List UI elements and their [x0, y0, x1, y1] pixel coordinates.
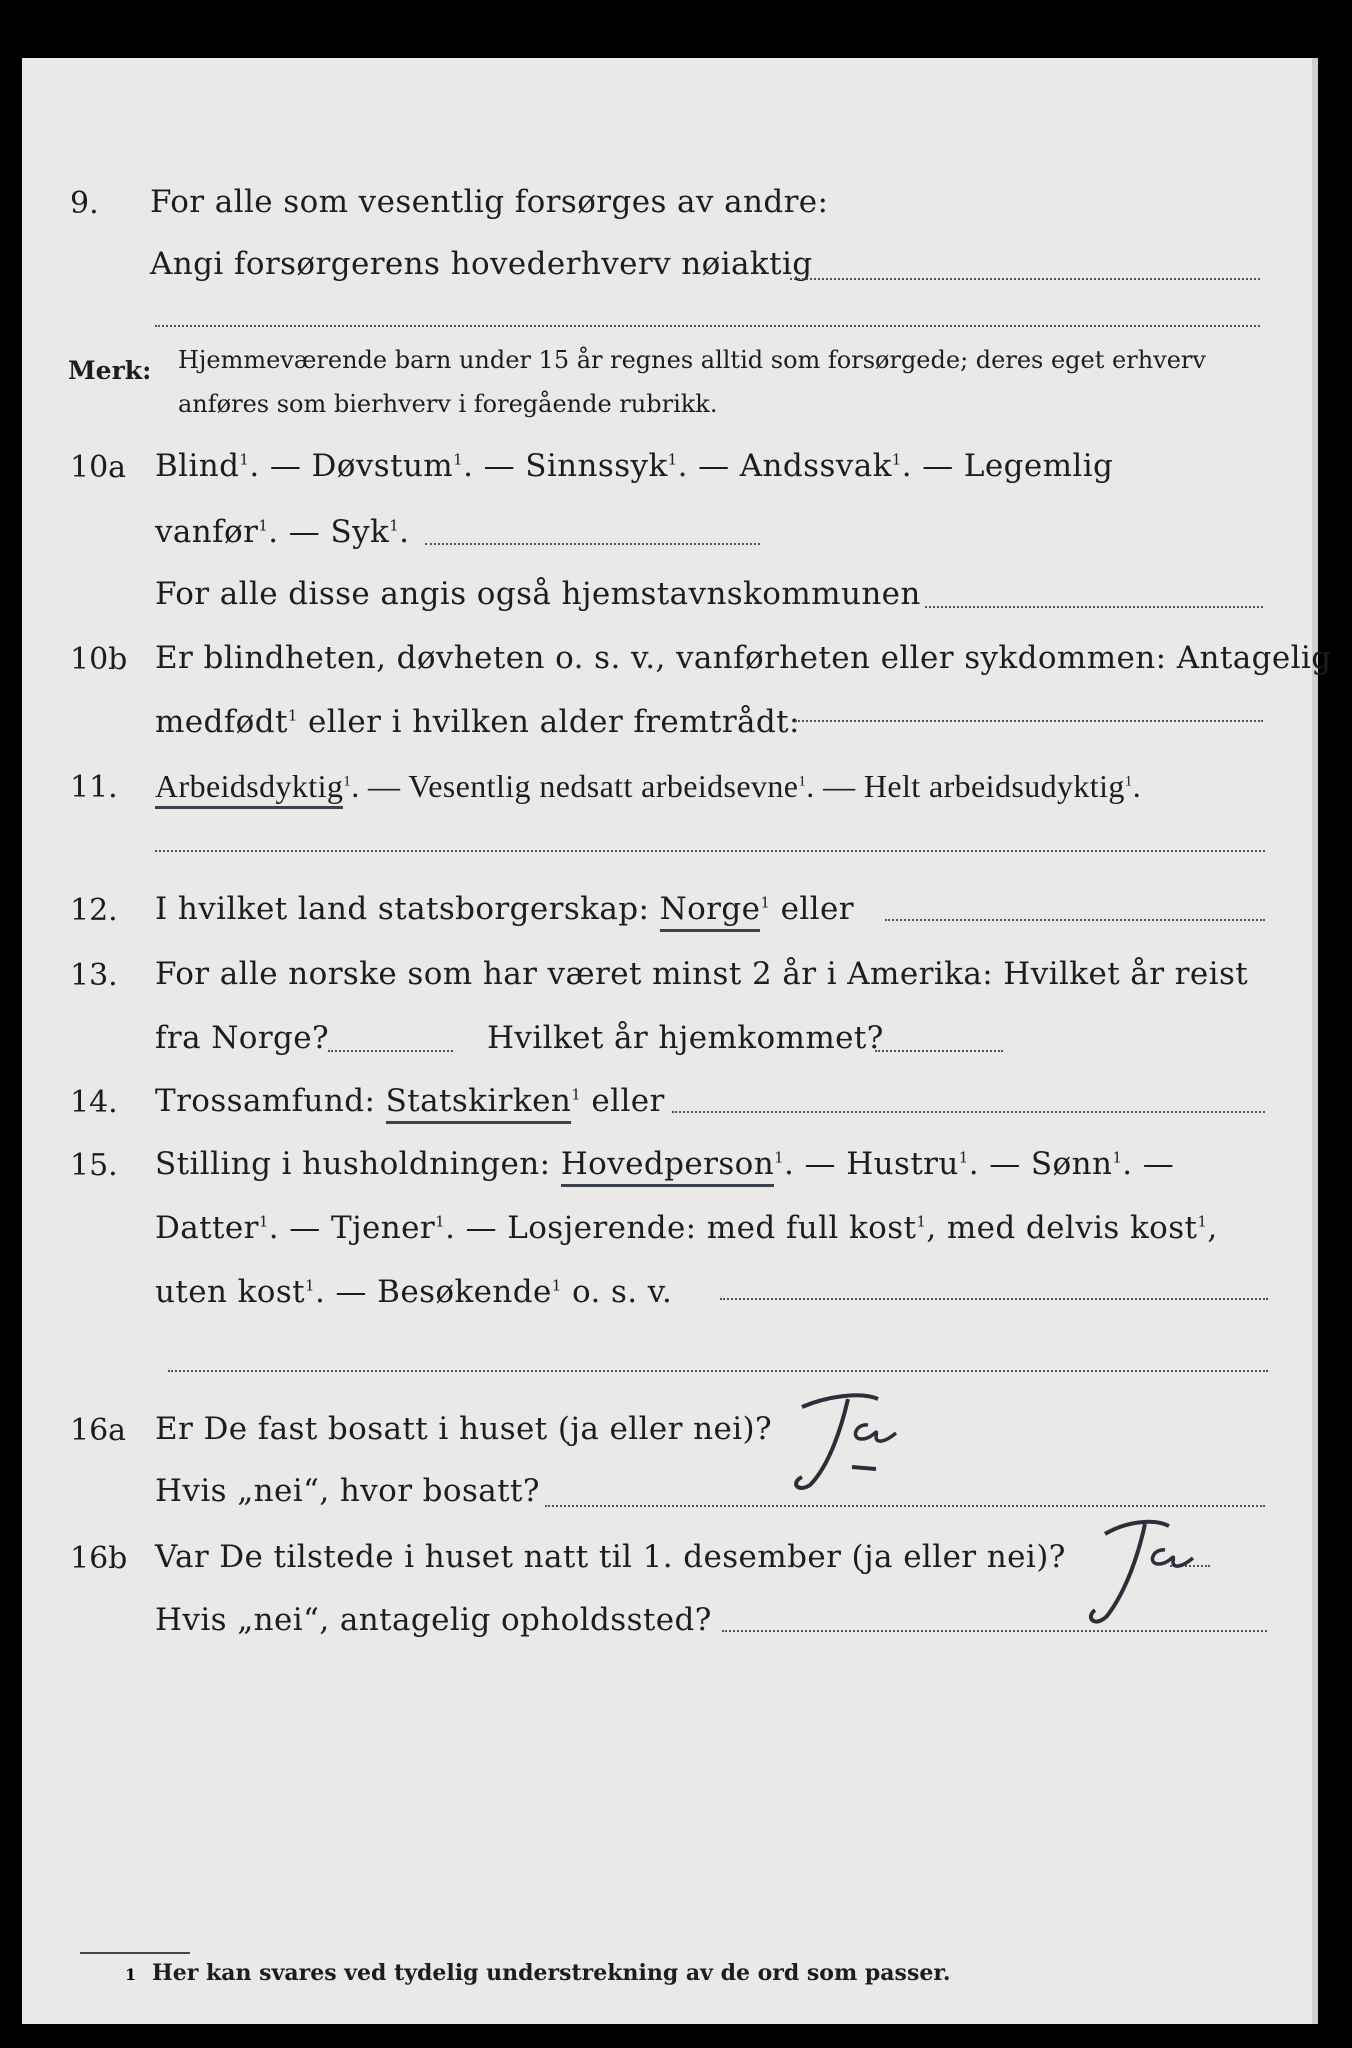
question-9	[0, 178, 1352, 238]
answer-line[interactable]	[875, 1050, 1003, 1052]
merk-label: Merk:	[68, 356, 152, 385]
question-10a	[0, 442, 1352, 502]
question-number: 16a	[70, 1413, 127, 1448]
question-10a-line-3	[0, 570, 1352, 630]
handwritten-answer-16b	[1065, 1512, 1215, 1632]
merk-text-1: Hjemmeværende barn under 15 år regnes alltid som forsørgede; deres eget erhverv	[178, 346, 1206, 374]
question-9-line-2	[0, 240, 1352, 300]
question-text: uten kost$^1$. — Besøkende$^1$ o. s. v.	[155, 1274, 673, 1310]
question-text: Hvilket år hjemkommet?	[487, 1020, 884, 1056]
question-number: 14.	[70, 1085, 118, 1120]
question-text: Er De fast bosatt i huset (ja eller nei)?	[155, 1411, 773, 1447]
question-10b-line-2	[0, 698, 1352, 758]
underlined-answer: Statskirken	[386, 1083, 572, 1124]
handwritten-answer-16a	[780, 1385, 920, 1495]
question-15-line-3	[0, 1268, 1352, 1328]
question-number: 15.	[70, 1148, 118, 1183]
question-text: Stilling i husholdningen: Hovedperson$^1$. — Hustru$^1$. — Sønn$^1$. —	[155, 1146, 1174, 1182]
underlined-answer: Hovedperson	[561, 1146, 774, 1187]
question-text: Trossamfund: Statskirken$^1$ eller	[155, 1083, 665, 1119]
answer-line[interactable]	[720, 1298, 1268, 1300]
answer-line[interactable]	[425, 543, 760, 545]
footnote-rule	[80, 1952, 190, 1954]
answer-line[interactable]	[925, 606, 1263, 608]
question-13-line-2	[0, 1014, 1352, 1074]
question-number: 9.	[70, 186, 99, 221]
answer-line[interactable]	[155, 325, 1260, 327]
question-text: I hvilket land statsborgerskap: Norge$^1$ eller	[155, 891, 854, 927]
question-11	[0, 762, 1352, 822]
answer-line[interactable]	[168, 1370, 1268, 1372]
question-text: Hvis „nei“, antagelig opholdssted?	[155, 1602, 712, 1638]
question-text: For alle disse angis også hjemstavnskommunen	[155, 576, 921, 612]
question-text: Angi forsørgerens hovederhverv nøiaktig	[150, 246, 813, 282]
question-number: 11.	[70, 770, 118, 805]
footnote-text: Her kan svares ved tydelig understrekning av de ord som passer.	[152, 1960, 951, 1986]
question-10a-line-2	[0, 508, 1352, 568]
answer-line[interactable]	[545, 1505, 1265, 1507]
question-14	[0, 1077, 1352, 1137]
answer-line[interactable]	[155, 850, 1265, 852]
question-13	[0, 950, 1352, 1010]
answer-line[interactable]	[790, 278, 1260, 280]
question-text: For alle som vesentlig forsørges av andre:	[150, 184, 829, 220]
underlined-answer: Arbeidsdyktig	[155, 768, 343, 809]
question-15	[0, 1140, 1352, 1200]
question-number: 13.	[70, 958, 118, 993]
question-number: 12.	[70, 893, 118, 928]
question-15-line-2	[0, 1204, 1352, 1264]
underlined-answer: Norge	[660, 891, 761, 932]
question-number: 10b	[70, 642, 128, 677]
answer-line[interactable]	[672, 1111, 1265, 1113]
answer-line[interactable]	[328, 1050, 453, 1052]
question-text: medfødt$^1$ eller i hvilken alder fremtrådt:	[155, 704, 800, 740]
footnote-marker: 1	[125, 1965, 137, 1984]
question-12	[0, 885, 1352, 945]
question-text: Var De tilstede i huset natt til 1. desember (ja eller nei)?	[155, 1539, 1066, 1575]
question-16a	[0, 1405, 1352, 1465]
question-text: For alle norske som har været minst 2 år i Amerika: Hvilket år reist	[155, 956, 1249, 992]
question-text: Er blindheten, døvheten o. s. v., vanførheten eller sykdommen: Antagelig	[155, 640, 1332, 676]
question-text: Arbeidsdyktig$^1$. — Vesentlig nedsatt arbeidsevne$^1$. — Helt arbeidsudyktig$^1$.	[155, 768, 1141, 805]
question-text: vanfør$^1$. — Syk$^1$.	[155, 514, 410, 550]
question-text: Blind$^1$. — Døvstum$^1$. — Sinnssyk$^1$. — Andssvak$^1$. — Legemlig	[155, 448, 1114, 484]
merk-text-2: anføres som bierhverv i foregående rubrikk.	[178, 390, 718, 418]
question-number: 16b	[70, 1541, 128, 1576]
question-text: fra Norge?	[155, 1020, 330, 1056]
question-10b	[0, 634, 1352, 694]
question-number: 10a	[70, 450, 127, 485]
question-text: Datter$^1$. — Tjener$^1$. — Losjerende: med full kost$^1$, med delvis kost$^1$,	[155, 1210, 1218, 1246]
answer-line[interactable]	[885, 919, 1265, 921]
answer-line[interactable]	[795, 720, 1263, 722]
question-text: Hvis „nei“, hvor bosatt?	[155, 1473, 540, 1509]
